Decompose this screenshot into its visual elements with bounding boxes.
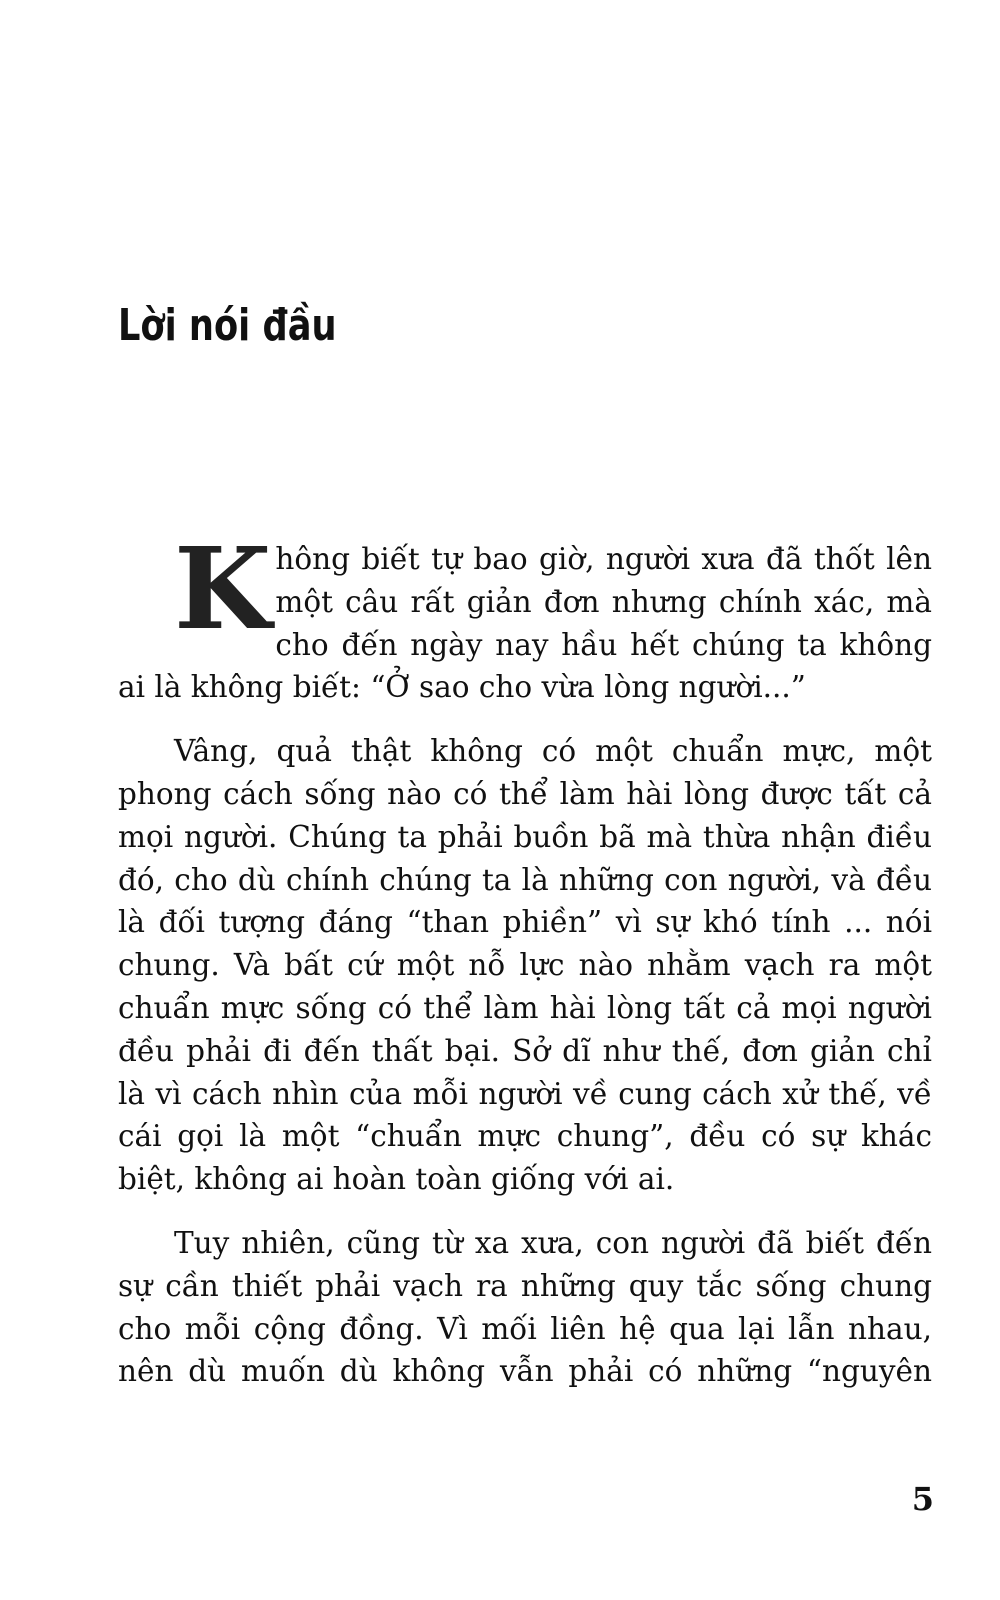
drop-cap: K bbox=[174, 524, 272, 655]
paragraph-1-text: hông biết tự bao giờ, người xưa đã thốt lên một câu rất giản đơn nhưng chính xác, mà cho đến ngày nay hầu hết chúng ta không ai là không biết: “Ở sao cho vừa lòng người...” bbox=[118, 542, 932, 705]
page-number: 5 bbox=[911, 1480, 934, 1518]
body-text bbox=[118, 524, 932, 1414]
paragraph-2: Vâng, quả thật không có một chuẩn mực, một phong cách sống nào có thể làm hài lòng được tất cả mọi người. Chúng ta phải buồn bã mà thừa nhận điều đó, cho dù chính chúng ta là những con người, và đều là đối tượng đáng “than phiền” vì sự khó tính ... nói chung. Và bất cứ một nỗ lực nào nhằm vạch ra một chuẩn mực sống có thể làm hài lòng tất cả mọi người đều phải đi đến thất bại. Sở dĩ như thế, đơn giản chỉ là vì cách nhìn của mỗi người về cung cách xử thế, về cái gọi là một “chuẩn mực chung”, đều có sự khác biệt, không ai hoàn toàn giống với ai. bbox=[118, 734, 932, 1197]
page-title: Lời nói đầu bbox=[118, 300, 337, 351]
paragraph-3: Tuy nhiên, cũng từ xa xưa, con người đã biết đến sự cần thiết phải vạch ra những quy tắc sống chung cho mỗi cộng đồng. Vì mối liên hệ qua lại lẫn nhau, nên dù muốn dù không vẫn phải có những “nguyên bbox=[118, 1225, 932, 1389]
paragraph-1 bbox=[118, 524, 932, 709]
